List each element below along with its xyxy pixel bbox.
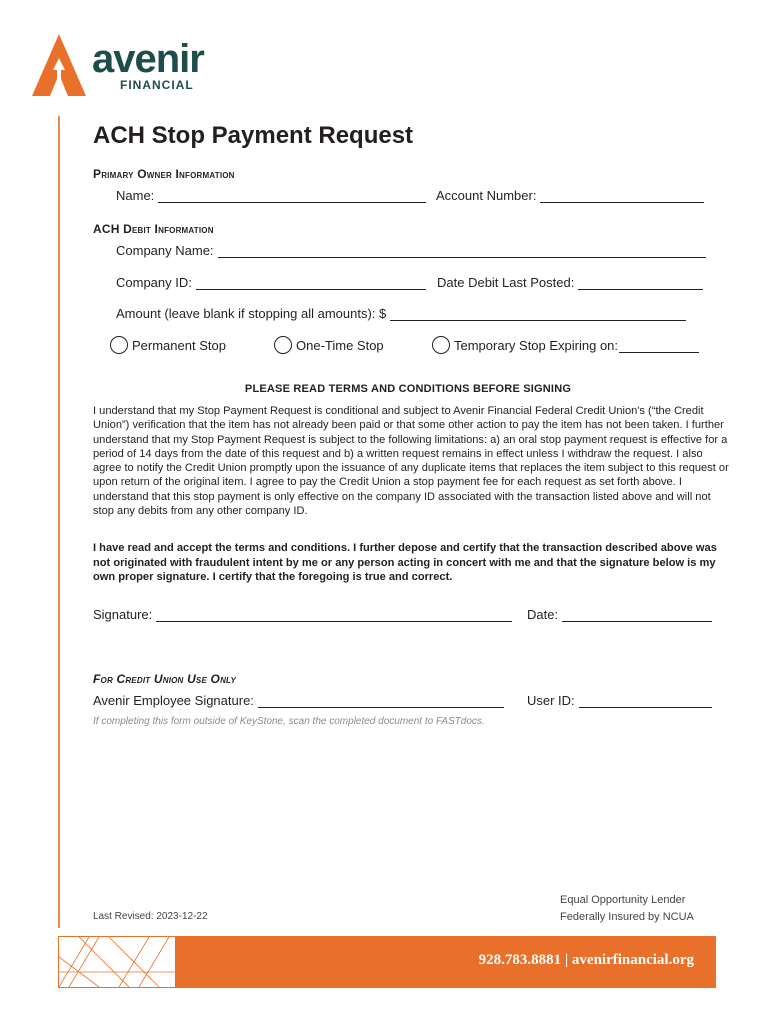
employee-signature-label: Avenir Employee Signature:	[93, 693, 254, 708]
date-field[interactable]	[527, 607, 712, 622]
signature-input-line[interactable]	[156, 607, 512, 622]
account-number-field[interactable]	[436, 188, 704, 203]
account-number-input-line[interactable]	[540, 188, 704, 203]
cu-use-heading: For Credit Union Use Only	[93, 672, 237, 686]
company-id-label: Company ID:	[116, 275, 192, 290]
company-id-field[interactable]	[116, 275, 426, 290]
employee-signature-input-line[interactable]	[258, 693, 504, 708]
company-id-input-line[interactable]	[196, 275, 426, 290]
temporary-stop-radio[interactable]	[432, 336, 450, 354]
accept-statement: I have read and accept the terms and conditions. I further depose and certify that the transaction described above was not originated with fraudulent intent by me or any person acting in concert with me and that the signature below is my own proper signature. I certify that the foregoing is true and correct.	[93, 542, 717, 583]
one-time-stop-label: One-Time Stop	[296, 337, 384, 353]
accent-divider	[58, 116, 60, 928]
company-name-label: Company Name:	[116, 243, 214, 258]
signature-field[interactable]	[93, 607, 512, 622]
signature-label: Signature:	[93, 607, 153, 622]
user-id-label: User ID:	[527, 693, 575, 708]
company-name-input-line[interactable]	[218, 243, 706, 258]
temporary-stop-label: Temporary Stop Expiring on:	[454, 337, 619, 353]
one-time-stop-option[interactable]	[274, 336, 384, 354]
date-label: Date:	[527, 607, 559, 622]
permanent-stop-label: Permanent Stop	[132, 337, 226, 353]
footer-contact[interactable]: 928.783.8881 | avenirfinancial.org	[478, 952, 694, 968]
date-debit-field[interactable]	[437, 275, 703, 290]
date-input-line[interactable]	[562, 607, 712, 622]
date-debit-input-line[interactable]	[578, 275, 703, 290]
amount-label: Amount (leave blank if stopping all amounts): $	[116, 306, 387, 321]
name-field[interactable]	[116, 188, 426, 203]
primary-owner-heading: Primary Owner Information	[93, 167, 235, 181]
user-id-field[interactable]	[527, 693, 712, 708]
permanent-stop-radio[interactable]	[110, 336, 128, 354]
name-label: Name:	[116, 188, 155, 203]
footer-bar	[58, 936, 716, 988]
last-revised: Last Revised: 2023-12-22	[93, 911, 208, 922]
date-debit-label: Date Debit Last Posted:	[437, 275, 575, 290]
account-number-label: Account Number:	[436, 188, 537, 203]
amount-input-line[interactable]	[390, 306, 686, 321]
permanent-stop-option[interactable]	[110, 336, 226, 354]
footer-pattern	[58, 936, 176, 988]
eol-line-1: Equal Opportunity Lender	[560, 894, 686, 906]
ach-debit-heading: ACH Debit Information	[93, 222, 214, 236]
terms-body: I understand that my Stop Payment Request is conditional and subject to Avenir Financial Federal Credit Union's (“the Credit Union”) verification that the item has not already been paid or that some other action to pay the item has not been taken. I further understand that my Stop Payment Request is subject to the following limitations: a) an oral stop payment request is effective for a period of 14 days from the date of this request and b) a written request remains in effect unless I withdraw the request. I also agree to notify the Credit Union promptly upon the issuance of any duplicate items that replaces the item subject to this request or upon return of the original item. I agree to pay the Credit Union a stop payment fee for each request as set forth above. I understand that this stop payment is only effective on the company ID associated with the transaction listed above and will not stop any debits from any other company ID.	[93, 405, 729, 518]
name-input-line[interactable]	[158, 188, 426, 203]
page-title: ACH Stop Payment Request	[93, 122, 414, 149]
geometric-pattern-icon	[59, 937, 175, 987]
temporary-stop-option[interactable]	[432, 336, 699, 354]
temporary-stop-date-line[interactable]	[619, 338, 699, 353]
brand-name: avenir	[92, 37, 204, 81]
equal-opportunity-block	[560, 892, 694, 926]
user-id-input-line[interactable]	[579, 693, 712, 708]
brand-subtitle: FINANCIAL	[120, 78, 194, 92]
eol-line-2: Federally Insured by NCUA	[560, 911, 694, 923]
avenir-logo-icon	[32, 34, 86, 96]
terms-heading: PLEASE READ TERMS AND CONDITIONS BEFORE SIGNING	[244, 383, 572, 395]
amount-field[interactable]	[116, 306, 686, 321]
one-time-stop-radio[interactable]	[274, 336, 292, 354]
company-name-field[interactable]	[116, 243, 706, 258]
fastdocs-note: If completing this form outside of KeyStone, scan the completed document to FASTdocs.	[93, 716, 485, 727]
employee-signature-field[interactable]	[93, 693, 504, 708]
